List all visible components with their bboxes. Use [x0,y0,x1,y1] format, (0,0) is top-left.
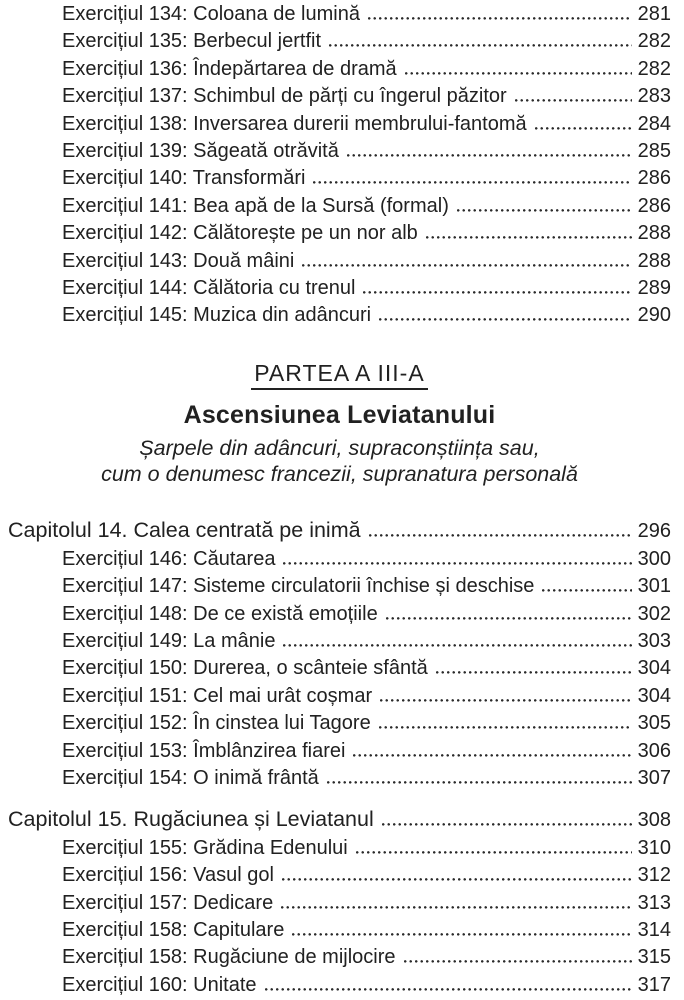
dot-leader [363,291,631,294]
toc-entry-row [8,683,671,710]
chapter-entry-label: Capitolul 14. Calea centrată pe inimă [8,518,361,543]
toc-entry-page: 289 [637,277,671,300]
dot-leader [405,72,632,75]
chapter-entry-label: Capitolul 15. Rugăciunea și Leviatanul [8,807,374,832]
chapter15-entries [8,835,671,999]
part-heading: Ascensiunea Leviatanului [183,400,496,429]
toc-entry-page: 284 [637,112,671,135]
chapter-entry-row [8,806,671,834]
toc-entry-page: 286 [637,167,671,190]
toc-entry-row [8,738,671,765]
toc-entry-page: 313 [637,891,671,914]
toc-entry-label: Exercițiul 160: Unitate [62,973,257,996]
toc-entry-page: 290 [637,304,671,327]
toc-entry-label: Exercițiul 158: Capitulare [62,919,285,942]
dot-leader [368,17,632,20]
toc-entry-label: Exercițiul 151: Cel mai urât coșmar [62,684,373,707]
dot-leader [283,562,631,565]
toc-entry-page: 305 [637,712,671,735]
toc-entry-page: 304 [637,657,671,680]
toc-entry-page: 286 [637,194,671,217]
toc-entry-row [8,56,671,83]
toc-entry-label: Exercițiul 150: Durerea, o scânteie sfântă [62,657,428,680]
toc-entry-label: Exercițiul 149: La mânie [62,630,276,652]
part-title-line [8,359,671,390]
toc-entry-page: 312 [637,864,671,887]
dot-leader [313,181,631,184]
dot-leader [282,878,632,881]
toc-entry-row [8,917,671,944]
dot-leader [457,209,632,212]
chapter-entry-row [8,517,671,545]
toc-entry-row [8,835,671,862]
toc-entry-label: Exercițiul 139: Săgeată otrăvită [62,140,339,163]
toc-entry-label: Exercițiul 144: Călătoria cu trenul [62,277,356,300]
part-tagline-line1: Șarpele din adâncuri, supraconștiința sau, [139,436,540,461]
dot-leader [283,644,631,647]
dot-leader [369,534,632,537]
toc-entry-label: Exercițiul 157: Dedicare [62,891,274,914]
part-heading-block [8,359,671,488]
part-tagline-line2: cum o denumesc francezii, supranatura personală [101,462,578,487]
toc-entry-page: 281 [637,3,671,25]
toc-entry-row [8,138,671,165]
toc-entry-row [8,765,671,792]
chapter15-block [8,806,671,999]
toc-entry-row [8,248,671,275]
toc-entry-label: Exercițiul 136: Îndepărtarea de dramă [62,57,397,80]
toc-entry-row [8,111,671,138]
toc-entry-row [8,302,671,329]
toc-entry-page: 304 [637,684,671,707]
toc-top-entries [8,1,671,330]
dot-leader [353,754,631,757]
toc-entry-page: 314 [637,919,671,942]
toc-entry-page: 317 [637,973,671,996]
toc-entry-row [8,890,671,917]
toc-entry-label: Exercițiul 138: Inversarea durerii membrului-fantomă [62,112,527,135]
dot-leader [404,960,632,963]
dot-leader [379,318,632,321]
toc-entry-page: 302 [637,602,671,625]
dot-leader [302,264,631,267]
toc-entry-page: 283 [637,85,671,108]
dot-leader [535,127,632,130]
toc-entry-label: Exercițiul 155: Grădina Edenului [62,836,348,859]
dot-leader [327,781,632,784]
toc-entry-row [8,165,671,192]
toc-entry-page: 300 [637,547,671,570]
toc-entry-row [8,710,671,737]
toc-entry-label: Exercițiul 137: Schimbul de părți cu îngerul păzitor [62,85,507,108]
part-title: PARTEA A III-A [251,359,427,390]
toc-entry-label: Exercițiul 146: Căutarea [62,547,276,570]
toc-entry-label: Exercițiul 140: Transformări [62,167,306,190]
toc-entry-row [8,655,671,682]
toc-entry-row [8,628,671,655]
toc-entry-label: Exercițiul 141: Bea apă de la Sursă (formal) [62,194,449,217]
toc-entry-page: 310 [637,836,671,859]
toc-entry-row [8,275,671,302]
chapter-entry-page: 308 [637,809,671,832]
dot-leader [436,671,632,674]
toc-entry-label: Exercițiul 142: Călătorește pe un nor alb [62,222,418,245]
dot-leader [292,933,631,936]
toc-entry-label: Exercițiul 145: Muzica din adâncuri [62,304,372,327]
toc-entry-page: 288 [637,249,671,272]
toc-entry-page: 282 [637,30,671,53]
chapter14-entries [8,546,671,793]
toc-entry-row [8,83,671,110]
dot-leader [379,726,632,729]
toc-entry-page: 306 [637,739,671,762]
toc-entry-row [8,573,671,600]
toc-entry-label: Exercițiul 154: O inimă frântă [62,767,319,790]
toc-entry-label: Exercițiul 143: Două mâini [62,249,295,272]
toc-entry-page: 303 [637,630,671,652]
toc-entry-row [8,1,671,28]
toc-entry-label: Exercițiul 148: De ce există emoțiile [62,602,378,625]
dot-leader [380,699,632,702]
toc-entry-label: Exercițiul 152: În cinstea lui Tagore [62,712,371,735]
toc-entry-row [8,944,671,971]
toc-entry-row [8,862,671,889]
toc-entry-row [8,972,671,999]
toc-entry-label: Exercițiul 147: Sisteme circulatorii închise și deschise [62,575,535,598]
toc-entry-page: 285 [637,140,671,163]
toc-entry-page: 288 [637,222,671,245]
toc-entry-page: 282 [637,57,671,80]
toc-entry-page: 315 [637,946,671,969]
toc-entry-label: Exercițiul 156: Vasul gol [62,864,274,887]
toc-entry-label: Exercițiul 153: Îmblânzirea fiarei [62,739,346,762]
toc-entry-label: Exercițiul 135: Berbecul jertfit [62,30,322,53]
chapter-entry-page: 296 [637,520,671,543]
dot-leader [356,851,632,854]
toc-entry-label: Exercițiul 134: Coloana de lumină [62,3,360,25]
toc-entry-page: 301 [637,575,671,598]
dot-leader [347,154,632,157]
part-tagline [8,435,671,487]
toc-entry-row [8,546,671,573]
toc-entry-row [8,28,671,55]
dot-leader [382,823,632,826]
dot-leader [515,99,632,102]
dot-leader [281,906,631,909]
toc-entry-row [8,220,671,247]
dot-leader [329,44,632,47]
dot-leader [542,589,631,592]
toc-entry-row [8,601,671,628]
toc-entry-label: Exercițiul 158: Rugăciune de mijlocire [62,946,396,969]
toc-entry-page: 307 [637,767,671,790]
chapter14-block [8,517,671,792]
dot-leader [265,988,632,991]
toc-entry-row [8,193,671,220]
dot-leader [386,617,632,620]
dot-leader [426,236,632,239]
